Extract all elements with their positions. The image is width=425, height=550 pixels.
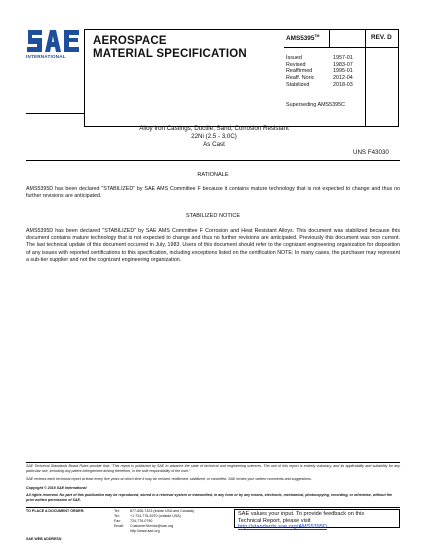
doc-type-line1: AEROSPACE	[93, 35, 167, 47]
title-rule-left	[26, 113, 84, 114]
footer-rule-2	[26, 507, 400, 508]
feedback-line1: SAE values your input. To provide feedback on this	[238, 511, 365, 517]
footer-rule	[26, 462, 400, 463]
header-box	[84, 29, 399, 127]
date-value: 1957-01	[333, 55, 353, 61]
contact-row	[114, 529, 232, 534]
superseding: Superseding AMS5395C	[286, 102, 346, 108]
date-row-revised	[286, 62, 396, 69]
date-value: 2018-03	[333, 81, 353, 88]
feedback-link[interactable]: http://standards.sae.org/AMS5395D	[238, 524, 327, 530]
date-label: Stabilized	[286, 81, 310, 88]
title-line1: Alloy Iron Castings, Ductile, Sand, Corrosion Resistant	[139, 125, 289, 132]
order-label: TO PLACE A DOCUMENT ORDER:	[26, 509, 85, 513]
contact-value: +1 724-776-4970 (outside USA)	[130, 514, 181, 518]
title-line3: As Cast	[203, 141, 225, 148]
date-label: Reaff. Noric	[286, 75, 315, 82]
contact-key	[114, 529, 130, 534]
title-block	[84, 125, 344, 149]
contact-email-link[interactable]: CustomerService@sae.org	[130, 524, 174, 528]
footer-copyright: Copyright © 2018 SAE International	[26, 486, 87, 490]
contact-key: Email:	[114, 524, 124, 528]
date-label: Revised	[286, 61, 306, 68]
doc-type-line2: MATERIAL SPECIFICATION	[93, 48, 247, 60]
contact-key: Tel:	[114, 514, 120, 518]
rationale-text: AMS5395D has been declared "STABILIZED" by SAE AMS Committee F because it contains mature technology that is not expected to change and thus no further revisions are anticipated.	[26, 186, 400, 200]
date-row-stabilized	[286, 82, 396, 89]
dates-list	[286, 55, 396, 89]
logo-subtitle: INTERNATIONAL	[26, 54, 66, 59]
contact-key: Tel:	[114, 509, 120, 513]
date-row-reaffirmed	[286, 68, 396, 75]
feedback-line2: Technical Report, please visit	[238, 517, 311, 524]
doc-number-sup: TM	[314, 34, 320, 38]
footer-legal-1: SAE Technical Standards Board Rules provide that: "This report is published by SAE to advance the state of technical and engineering sciences. The use of this report is entirely voluntary, and its applicability and suitability for any particular use, including any patent infringement arising therefrom, is the sole responsibility of the user."	[26, 464, 400, 473]
date-value: 1983-07	[333, 61, 353, 68]
web-label: SAE WEB ADDRESS:	[26, 537, 63, 541]
doc-number	[286, 34, 319, 42]
revision: REV. D	[371, 34, 392, 41]
date-value: 1995-01	[333, 68, 353, 75]
footer-legal-3: All rights reserved. No part of this publication may be reproduced, stored in a retrieval system or transmitted, in any form or by any means, electronic, mechanical, photocopying, recording, or otherwise, without the prior written permission of SAE.	[26, 493, 393, 502]
title-rule-bottom	[26, 160, 400, 161]
uns-number: UNS F43030	[353, 149, 389, 156]
date-row-reaff-noric	[286, 75, 396, 82]
sae-logo	[26, 26, 84, 62]
rationale-heading: RATIONALE	[197, 172, 229, 178]
header-number-underline	[284, 47, 398, 48]
contact-key: Fax:	[114, 519, 121, 523]
footer-legal-2: SAE reviews each technical report at least every five years at which time it may be revised, reaffirmed, stabilized, or cancelled. SAE invites your written comments and suggestions.	[26, 477, 312, 481]
contact-value: 877-606-7323 (inside USA and Canada)	[130, 509, 194, 513]
doc-number-text: AMS5395	[286, 35, 315, 43]
stabilized-text: AMS5395D has been declared "STABILIZED" by SAE AMS Committee F Corrosion and Heat Resistant Alloys. This document was stabilized because this document contains mature technology that is not expected to change and thus no further revisions are anticipated. Previously this document was non current. The last technical update of this document occurred in July, 1983. Users of this document should refer to the cognizant engineering organization for disposition of any issues with reported certifications to this specification, including exceptions listed on the certification NOTE: In many cases, the purchaser may represent a sub-tier supplier and not the cognizant engineering organization.	[26, 228, 400, 263]
contact-list	[114, 509, 232, 534]
date-value: 2012-04	[333, 75, 353, 82]
contact-web-link[interactable]: http://www.sae.org	[130, 529, 160, 533]
rev-divider	[329, 30, 330, 47]
title-line2: 22Ni (2.5 - 3.0C)	[191, 133, 237, 140]
contact-value: 724-776-0790	[130, 519, 153, 523]
date-label: Reaffirmed	[286, 68, 313, 75]
date-row-issued	[286, 55, 396, 62]
feedback-text	[238, 511, 398, 531]
stabilized-heading: STABILIZED NOTICE	[185, 213, 241, 219]
date-label: Issued	[286, 55, 302, 61]
feedback-box	[234, 509, 400, 528]
